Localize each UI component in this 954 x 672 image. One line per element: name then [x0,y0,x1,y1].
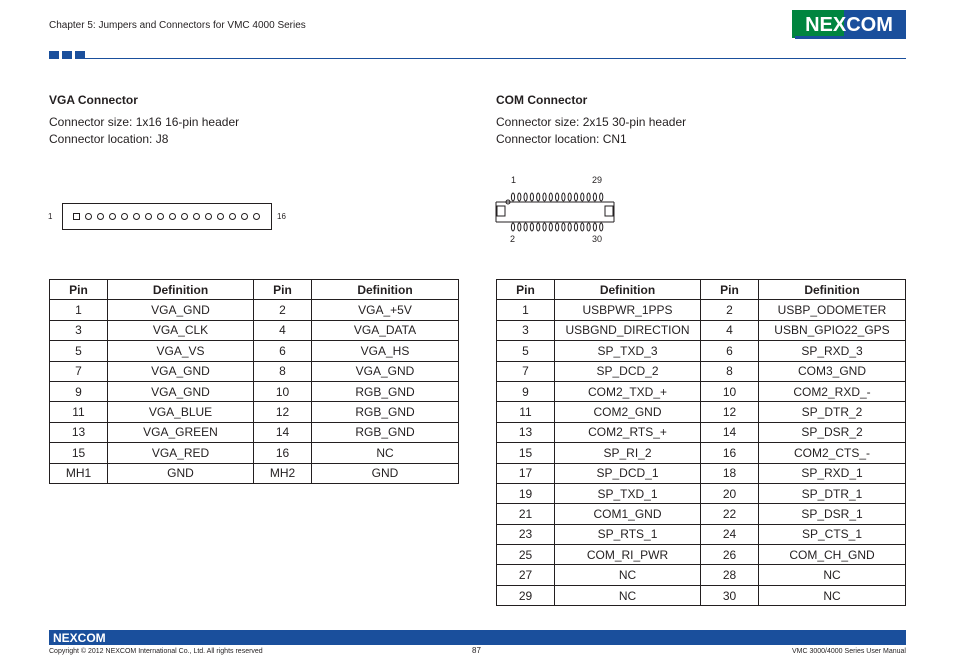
definition-cell: NC [312,443,459,463]
pin-cell: 30 [701,585,759,605]
vga-location: Connector location: J8 [49,132,169,146]
definition-cell: VGA_GND [312,361,459,381]
column-header: Definition [555,280,701,300]
pin-cell: 27 [497,565,555,585]
column-header: Definition [108,280,254,300]
pin-cell: 29 [497,585,555,605]
definition-cell: USBPWR_1PPS [555,300,701,320]
definition-cell: USBN_GPIO22_GPS [759,320,906,340]
pin-cell: 21 [497,504,555,524]
logo-text: NEXCOM [805,14,893,36]
com-connector-diagram [494,189,620,235]
pin-cell: 15 [497,443,555,463]
definition-cell: SP_DSR_1 [759,504,906,524]
pin-cell: 4 [701,320,759,340]
table-row [497,381,906,401]
pin-cell: 2 [254,300,312,320]
definition-cell: VGA_GND [108,361,254,381]
pin-cell: 6 [701,341,759,361]
pin-cell: 4 [254,320,312,340]
pin-cell: 12 [701,402,759,422]
pin-cell: 3 [50,320,108,340]
pin-cell: 8 [701,361,759,381]
definition-cell: COM2_CTS_- [759,443,906,463]
table-row [497,463,906,483]
definition-cell: SP_TXD_1 [555,483,701,503]
pin-cell: 5 [50,341,108,361]
pin-cell: 11 [497,402,555,422]
column-header: Pin [497,280,555,300]
manual-title: VMC 3000/4000 Series User Manual [791,648,906,655]
pin-cell: 14 [701,422,759,442]
com-pin-1-label: 1 [511,175,517,185]
definition-cell: USBP_ODOMETER [759,300,906,320]
definition-cell: SP_RXD_1 [759,463,906,483]
page-number: 87 [472,646,481,655]
com-pin-2-label: 2 [510,234,516,244]
table-row [50,320,459,340]
header-rule [84,58,906,59]
pin-cell: 28 [701,565,759,585]
table-row [497,361,906,381]
table-row [50,341,459,361]
definition-cell: VGA_CLK [108,320,254,340]
pin-cell: MH2 [254,463,312,483]
vga-pin-table [49,279,459,484]
definition-cell: NC [555,585,701,605]
table-row [497,443,906,463]
copyright: Copyright © 2012 NEXCOM International Co., Ltd. All rights reserved [49,648,263,655]
definition-cell: USBGND_DIRECTION [555,320,701,340]
table-row [497,504,906,524]
definition-cell: NC [759,585,906,605]
definition-cell: VGA_GND [108,300,254,320]
definition-cell: SP_CTS_1 [759,524,906,544]
definition-cell: VGA_VS [108,341,254,361]
footer-bar [49,630,906,645]
pin-cell: 10 [254,381,312,401]
pin-cell: 3 [497,320,555,340]
definition-cell: VGA_HS [312,341,459,361]
definition-cell: GND [312,463,459,483]
definition-cell: COM_RI_PWR [555,545,701,565]
pin-cell: 16 [254,443,312,463]
com-location: Connector location: CN1 [496,132,627,146]
pin-cell: 16 [701,443,759,463]
definition-cell: COM3_GND [759,361,906,381]
table-row [497,320,906,340]
table-row [50,443,459,463]
definition-cell: VGA_GREEN [108,422,254,442]
pin-cell: 6 [254,341,312,361]
definition-cell: GND [108,463,254,483]
pin-cell: 23 [497,524,555,544]
definition-cell: VGA_+5V [312,300,459,320]
table-row [497,545,906,565]
pin-cell: 19 [497,483,555,503]
definition-cell: RGB_GND [312,381,459,401]
pin-cell: 1 [497,300,555,320]
column-header: Definition [312,280,459,300]
section-marker [49,51,85,59]
pin-cell: 22 [701,504,759,524]
definition-cell: VGA_RED [108,443,254,463]
table-row [50,402,459,422]
definition-cell: SP_TXD_3 [555,341,701,361]
pin-cell: 17 [497,463,555,483]
pin-cell: 7 [497,361,555,381]
definition-cell: VGA_GND [108,381,254,401]
definition-cell: NC [555,565,701,585]
definition-cell: COM_CH_GND [759,545,906,565]
definition-cell: COM2_RXD_- [759,381,906,401]
com-pin-table [496,279,906,606]
com-title: COM Connector [496,93,588,107]
definition-cell: SP_DTR_1 [759,483,906,503]
pin-cell: 9 [497,381,555,401]
definition-cell: COM2_RTS_+ [555,422,701,442]
nexcom-logo [792,10,906,38]
pin-cell: 1 [50,300,108,320]
pin-cell: 24 [701,524,759,544]
definition-cell: NC [759,565,906,585]
pin-cell: 13 [497,422,555,442]
definition-cell: COM1_GND [555,504,701,524]
pin-cell: 18 [701,463,759,483]
table-row [50,361,459,381]
table-row [50,381,459,401]
com-size: Connector size: 2x15 30-pin header [496,115,687,129]
table-row [497,300,906,320]
table-row [497,341,906,361]
pin-cell: 8 [254,361,312,381]
definition-cell: SP_DCD_1 [555,463,701,483]
table-row [50,300,459,320]
column-header: Pin [701,280,759,300]
column-header: Pin [50,280,108,300]
vga-connector-diagram [62,203,272,230]
pin-cell: 15 [50,443,108,463]
pin-cell: 2 [701,300,759,320]
table-header-row [50,280,459,300]
definition-cell: COM2_TXD_+ [555,381,701,401]
pin-cell: 25 [497,545,555,565]
vga-size: Connector size: 1x16 16-pin header [49,115,240,129]
com-pin-29-label: 29 [592,175,603,185]
pin-cell: 12 [254,402,312,422]
table-row [497,402,906,422]
footer-logo [49,630,111,645]
column-header: Pin [254,280,312,300]
definition-cell: SP_DTR_2 [759,402,906,422]
com-pin-30-label: 30 [592,234,603,244]
table-row [497,483,906,503]
vga-pin-last-label: 16 [277,212,286,221]
definition-cell: VGA_BLUE [108,402,254,422]
definition-cell: SP_RI_2 [555,443,701,463]
table-row [50,463,459,483]
pin-cell: 14 [254,422,312,442]
table-header-row [497,280,906,300]
pin-cell: 20 [701,483,759,503]
definition-cell: SP_DCD_2 [555,361,701,381]
pin-cell: 11 [50,402,108,422]
definition-cell: SP_RTS_1 [555,524,701,544]
definition-cell: SP_DSR_2 [759,422,906,442]
table-row [497,565,906,585]
logo-underline [795,36,906,39]
table-row [50,422,459,442]
pin-cell: 9 [50,381,108,401]
definition-cell: VGA_DATA [312,320,459,340]
vga-pin-1 [73,213,80,220]
pin-cell: 26 [701,545,759,565]
pin-cell: 7 [50,361,108,381]
table-row [497,524,906,544]
vga-pin-first-label: 1 [48,212,53,221]
pin-cell: 13 [50,422,108,442]
pin-cell: MH1 [50,463,108,483]
vga-title: VGA Connector [49,93,138,107]
table-row [497,422,906,442]
pin-cell: 5 [497,341,555,361]
column-header: Definition [759,280,906,300]
definition-cell: SP_RXD_3 [759,341,906,361]
chapter-heading: Chapter 5: Jumpers and Connectors for VMC 4000 Series [49,20,306,31]
definition-cell: RGB_GND [312,422,459,442]
footer-logo-text: NEXCOM [53,631,106,645]
definition-cell: COM2_GND [555,402,701,422]
table-row [497,585,906,605]
pin-cell: 10 [701,381,759,401]
definition-cell: RGB_GND [312,402,459,422]
